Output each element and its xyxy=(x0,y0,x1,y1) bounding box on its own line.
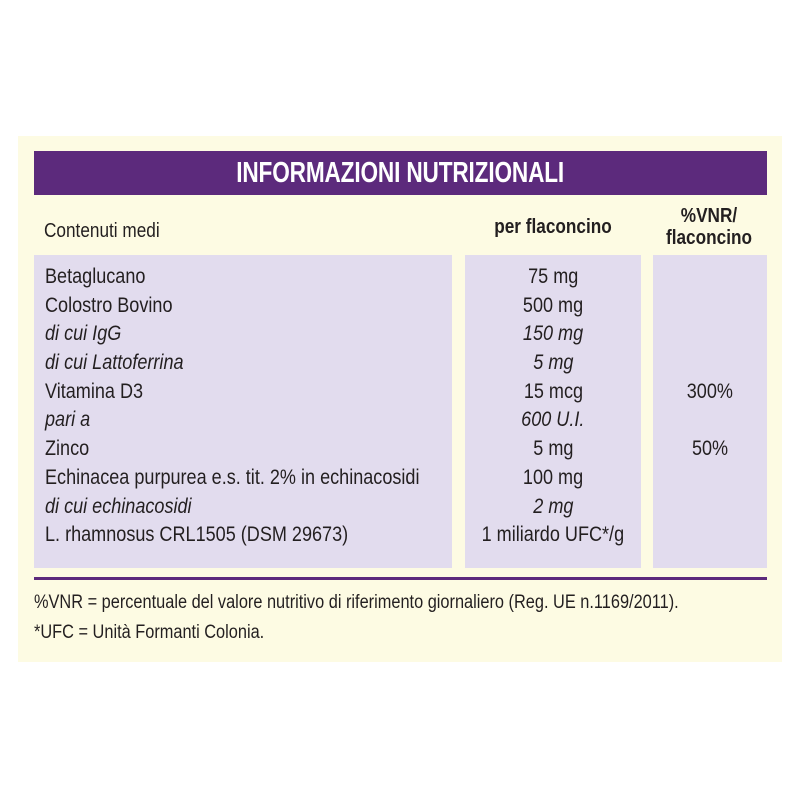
title-bar xyxy=(34,151,767,195)
footnote-ufc: *UFC = Unità Formanti Colonia. xyxy=(34,622,265,643)
row-amount: 5 mg xyxy=(532,351,574,375)
row-name: di cui IgG xyxy=(45,322,122,346)
row-amount: 150 mg xyxy=(522,322,584,346)
row-vnr xyxy=(653,493,767,522)
row-amount: 2 mg xyxy=(532,494,574,518)
row-amount: 5 mg xyxy=(532,437,574,461)
row-amount: 500 mg xyxy=(522,293,584,317)
row-vnr: 300% xyxy=(686,379,734,403)
vnr-list xyxy=(653,263,767,550)
row-name: Echinacea purpurea e.s. tit. 2% in echinacosidi xyxy=(45,465,420,489)
row-vnr: 50% xyxy=(691,437,729,461)
panel-title: INFORMAZIONI NUTRIZIONALI xyxy=(236,156,565,189)
row-name: di cui Lattoferrina xyxy=(45,351,184,375)
header-name: Contenuti medi xyxy=(44,220,160,242)
row-name: Colostro Bovino xyxy=(45,293,173,317)
row-vnr xyxy=(653,349,767,378)
header-vnr xyxy=(659,205,759,249)
row-name: L. rhamnosus CRL1505 (DSM 29673) xyxy=(45,523,349,547)
header-vnr-line2: flaconcino xyxy=(665,227,752,249)
row-name: pari a xyxy=(45,408,91,432)
amount-list xyxy=(465,263,641,550)
row-amount: 600 U.I. xyxy=(521,408,585,432)
row-name: Vitamina D3 xyxy=(45,379,144,403)
row-name: Zinco xyxy=(45,437,90,461)
row-vnr xyxy=(653,521,767,550)
row-name: Betaglucano xyxy=(45,265,146,288)
header-vnr-line1: %VNR/ xyxy=(680,205,738,227)
row-amount: 1 miliardo UFC*/g xyxy=(481,523,625,547)
row-vnr xyxy=(653,320,767,349)
name-list xyxy=(45,263,445,550)
row-vnr xyxy=(653,406,767,435)
row-name: di cui echinacosidi xyxy=(45,494,192,518)
header-amount: per flaconcino xyxy=(494,216,612,238)
row-amount: 100 mg xyxy=(522,465,584,489)
row-vnr xyxy=(653,464,767,493)
row-vnr xyxy=(653,292,767,321)
footer-divider xyxy=(34,577,767,580)
row-vnr xyxy=(653,263,767,292)
footnote-vnr: %VNR = percentuale del valore nutritivo di riferimento giornaliero (Reg. UE n.1169/2011). xyxy=(34,592,679,613)
row-amount: 75 mg xyxy=(527,265,579,288)
row-amount: 15 mcg xyxy=(523,379,583,403)
